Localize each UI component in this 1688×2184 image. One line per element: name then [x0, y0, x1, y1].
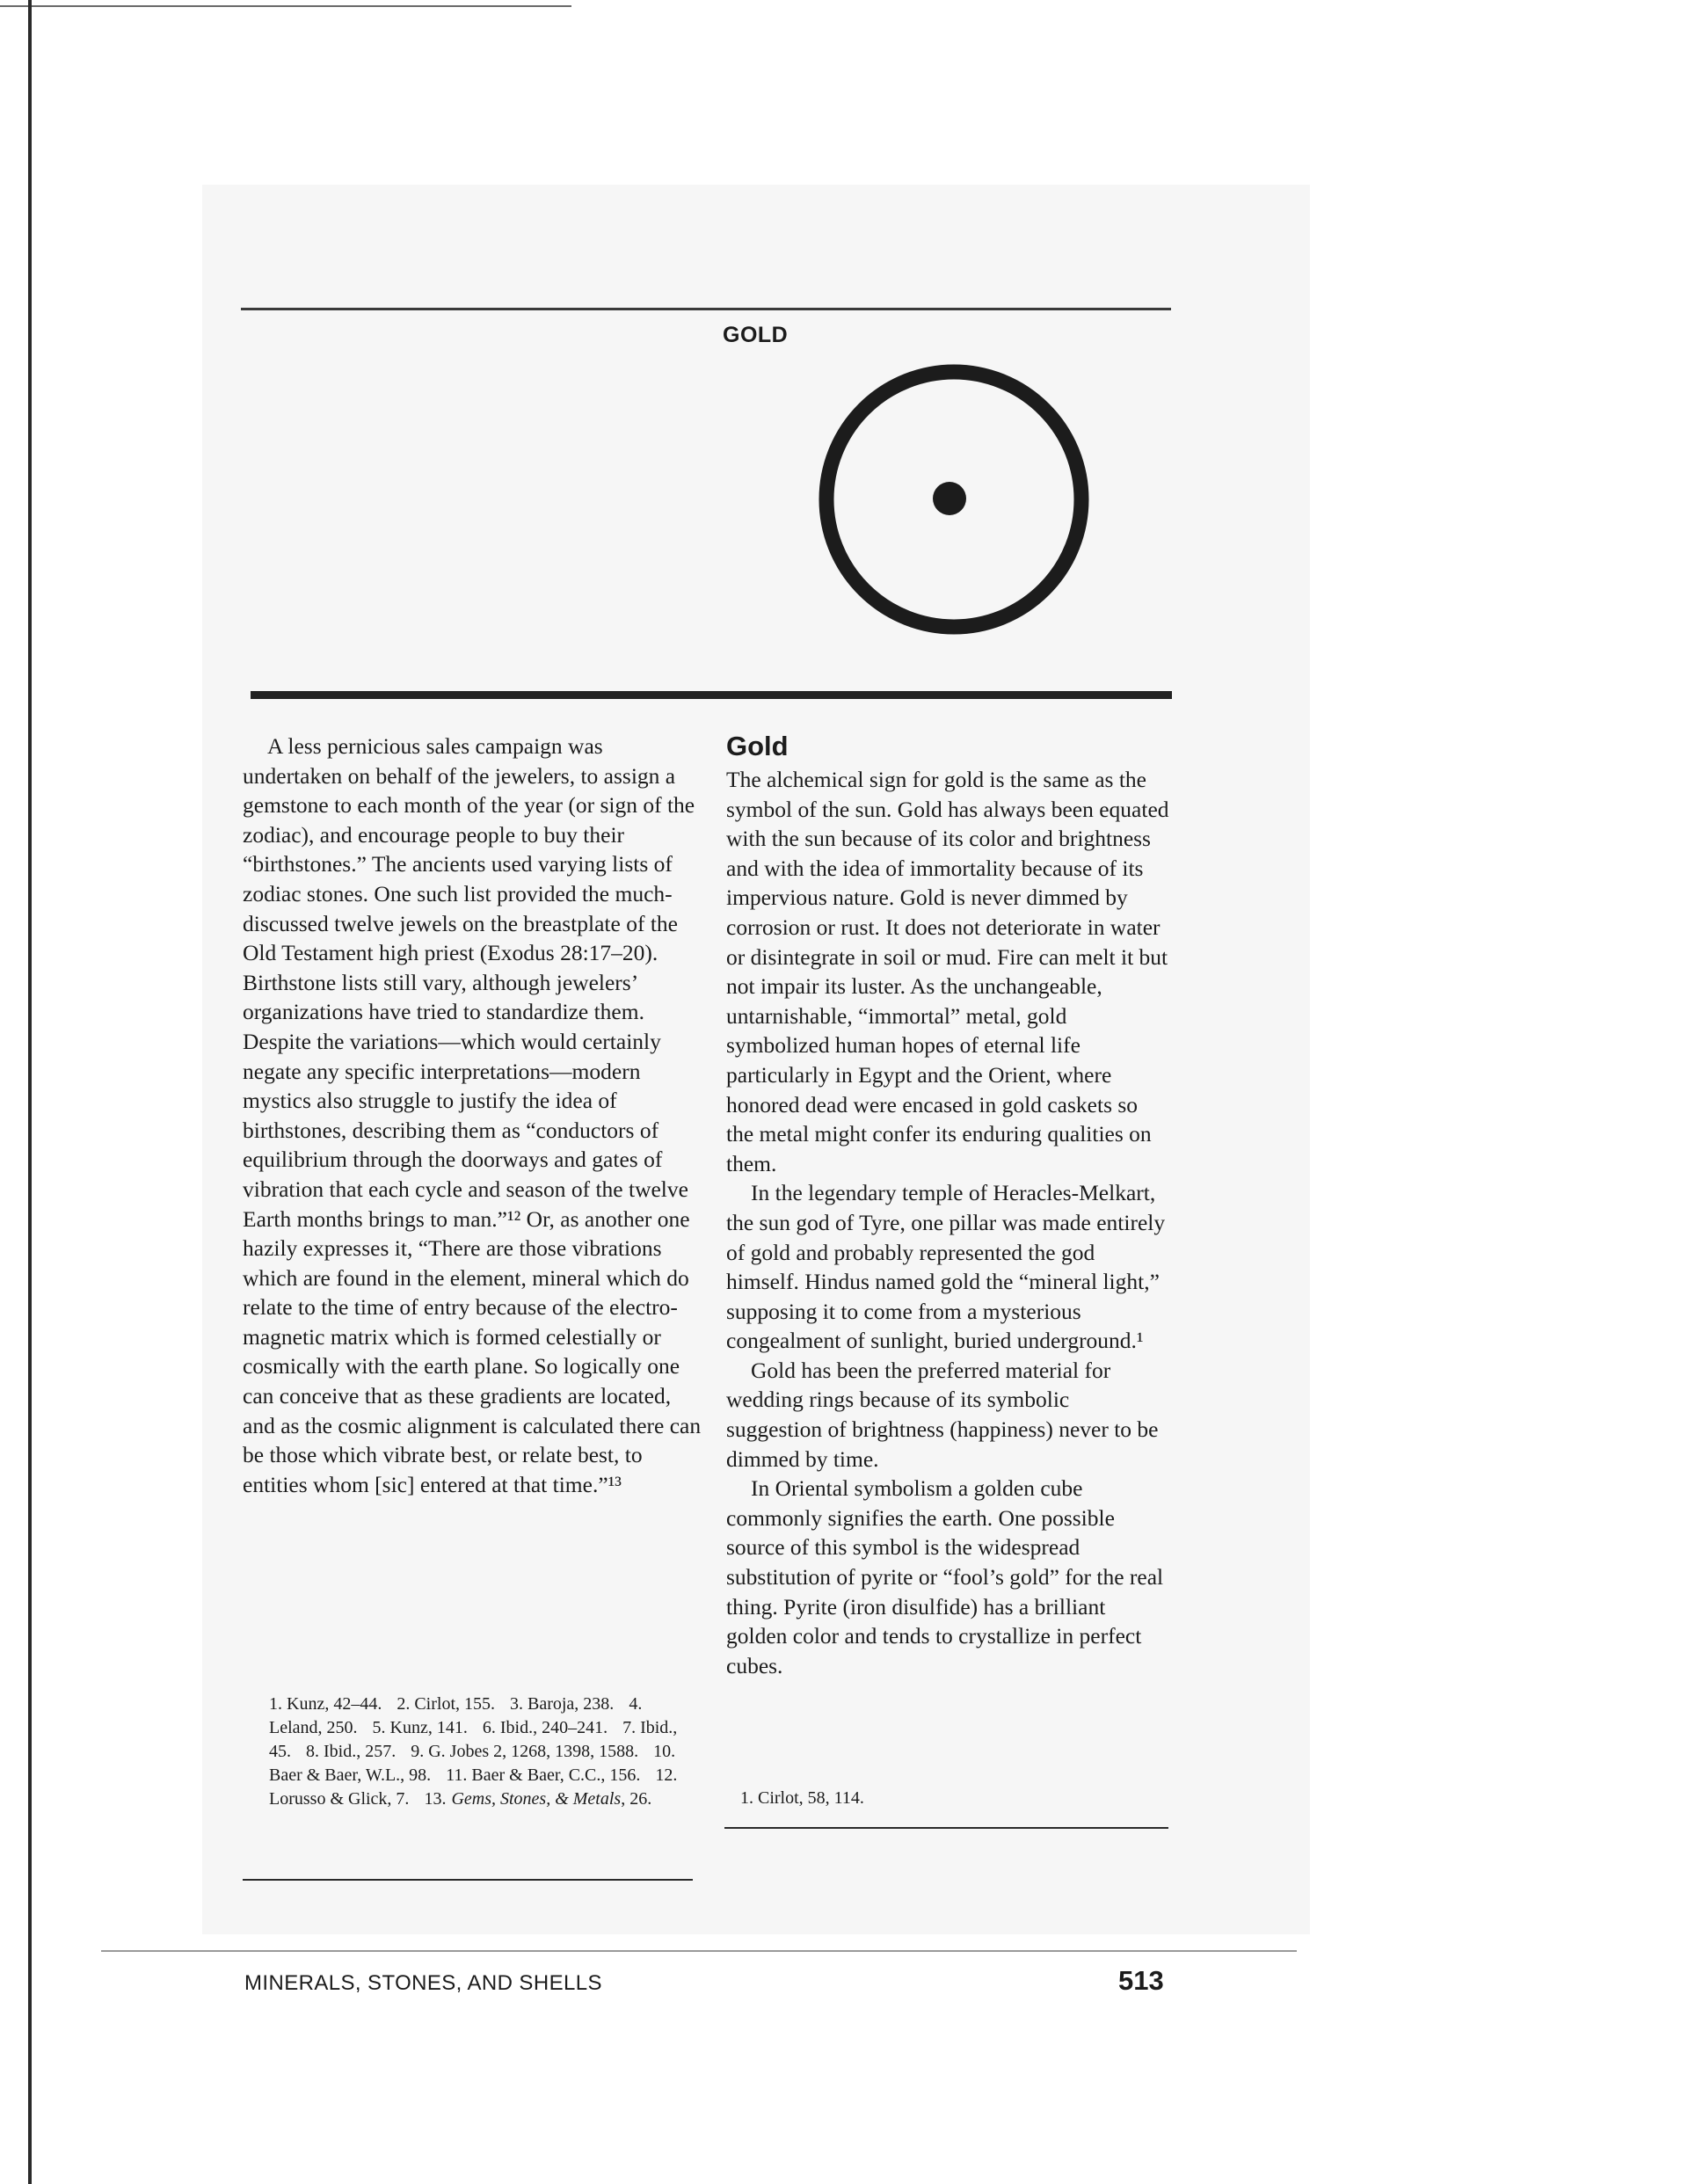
left-notes	[269, 1693, 689, 1811]
note-13-number: 13.	[424, 1789, 447, 1809]
scan-edge-bottom	[101, 1950, 1297, 1952]
right-paragraph-4: In Oriental symbolism a golden cube commonly signifies the earth. One possible source of this symbol is the widespread substitution of pyrite or “fool’s gold” for the real thing. Pyrite (iron disulfide) has a brilliant golden color and tends to crystallize in perfect cubes.	[726, 1475, 1164, 1678]
top-rule	[241, 308, 1171, 310]
note-4: 4. Leland, 250.	[269, 1694, 643, 1737]
note-13-title: Gems, Stones, & Metals	[451, 1789, 622, 1809]
right-column-end-rule	[724, 1827, 1168, 1829]
note-13-page: , 26.	[621, 1789, 652, 1809]
right-paragraph-1: The alchemical sign for gold is the same as the symbol of the sun. Gold has always been equated with the sun because of its color and brightness and with the idea of immortality because of its impervious nature. Gold is never dimmed by corrosion or rust. It does not deteriorate in water or disintegrate in soil or mud. Fire can melt it but not impair its luster. As the unchangeable, untarnishable, “immortal” metal, gold symbolized human hopes of eternal life particularly in Egypt and the Orient, where honored dead were encased in gold caskets so the metal might confer its enduring qualities on them.	[726, 767, 1169, 1176]
note-1: 1. Kunz, 42–44.	[269, 1694, 382, 1714]
left-column-end-rule	[243, 1879, 693, 1881]
figure-label: GOLD	[723, 323, 789, 347]
left-column	[243, 732, 705, 1499]
note-11: 11. Baer & Baer, C.C., 156.	[446, 1765, 641, 1785]
note-10: 10. Baer & Baer, W.L., 98.	[269, 1742, 676, 1785]
note-3: 3. Baroja, 238.	[510, 1694, 615, 1714]
note-6: 6. Ibid., 240–241.	[482, 1718, 608, 1737]
scan-edge-left	[28, 0, 32, 2184]
section-heading: Gold	[726, 731, 789, 761]
note-12: 12. Lorusso & Glick, 7.	[269, 1765, 678, 1809]
right-paragraph-2: In the legendary temple of Heracles-Melkart, the sun god of Tyre, one pillar was made entirely of gold and probably represented the god himself. Hindus named gold the “mineral light,” supposing it to come from a mysterious congealment of sunlight, buried underground.¹	[726, 1180, 1166, 1354]
heavy-rule	[251, 691, 1172, 699]
right-paragraph-3: Gold has been the preferred material for wedding rings because of its symbolic suggestion of brightness (happiness) never to be dimmed by time.	[726, 1357, 1159, 1472]
note-7: 7. Ibid., 45.	[269, 1718, 678, 1761]
symbol-dot	[933, 482, 966, 515]
note-8: 8. Ibid., 257.	[306, 1742, 397, 1761]
scan-edge-top	[0, 5, 571, 7]
right-notes	[740, 1787, 1153, 1810]
gold-sun-symbol-icon	[813, 343, 1099, 651]
note-9: 9. G. Jobes 2, 1268, 1398, 1588.	[411, 1742, 639, 1761]
page-number: 513	[1118, 1965, 1164, 1996]
footer-section-title: MINERALS, STONES, AND SHELLS	[244, 1971, 602, 1995]
note-2: 2. Cirlot, 155.	[397, 1694, 495, 1714]
right-note-1: 1. Cirlot, 58, 114.	[740, 1788, 864, 1808]
right-column	[726, 732, 1170, 1680]
left-paragraph: A less pernicious sales campaign was undertaken on behalf of the jewelers, to assign a gemstone to each month of the year (or sign of the zodiac), and encourage people to buy their “birthstones.” The ancients used varying lists of zodiac stones. One such list provided the much-discussed twelve jewels on the breastplate of the Old Testament high priest (Exodus 28:17–20). Birthstone lists still vary, although jewelers’ organizations have tried to standardize them. Despite the variations—which would certainly negate any specific interpretations—modern mystics also struggle to justify the idea of birthstones, describing them as “conductors of equilibrium through the doorways and gates of vibration that each cycle and season of the twelve Earth months brings to man.”¹² Or, as another one hazily expresses it, “There are those vibrations which are found in the element, mineral which do relate to the time of entry because of the electro-magnetic matrix which is formed celestially or cosmically with the earth plane. So logically one can conceive that as these gradients are located, and as the cosmic alignment is calculated there can be those which vibrate best, or relate best, to entities whom [sic] entered at that time.”¹³	[243, 733, 702, 1497]
note-5: 5. Kunz, 141.	[372, 1718, 468, 1737]
